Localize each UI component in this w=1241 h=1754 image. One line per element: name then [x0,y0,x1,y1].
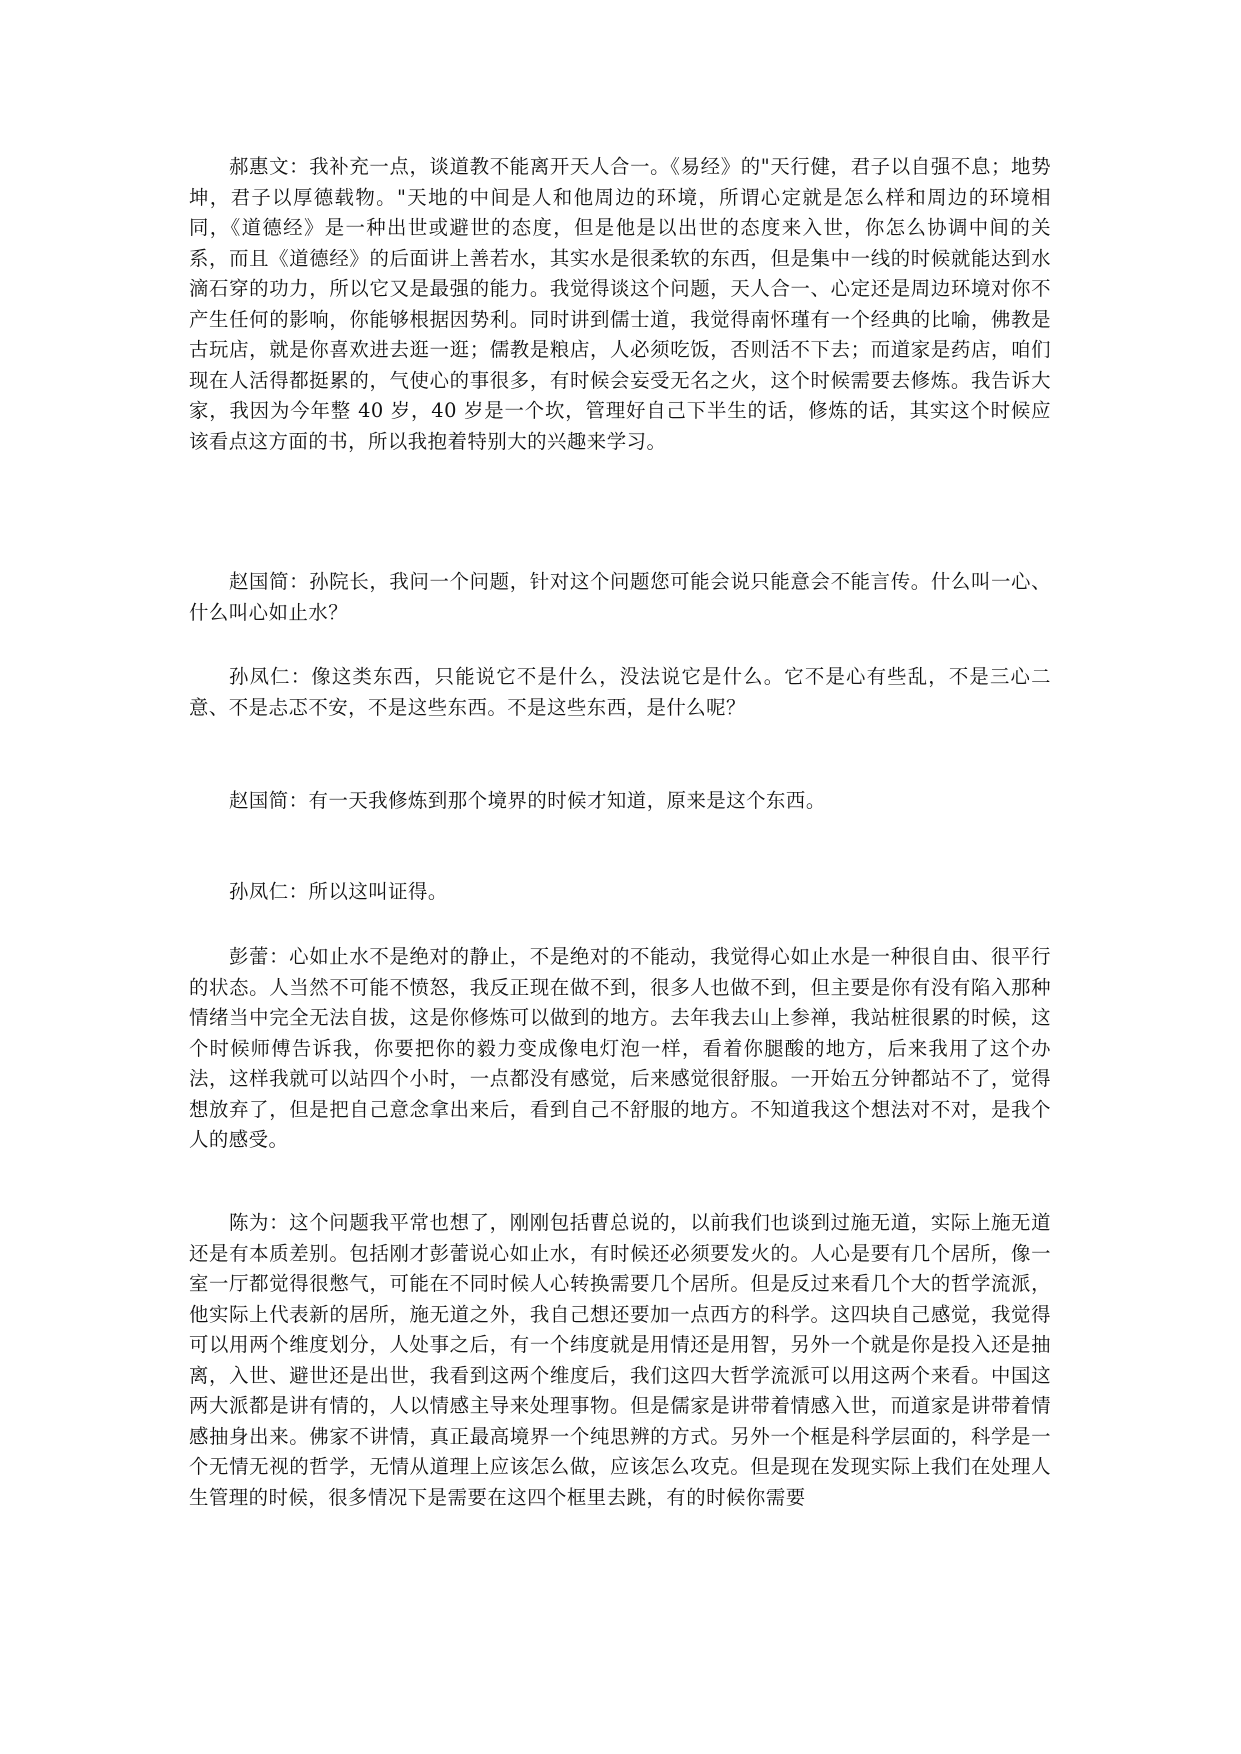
paragraph-zhao-guojian-reply: 赵国简：有一天我修炼到那个境界的时候才知道，原来是这个东西。 [229,789,826,812]
paragraph-zhao-guojian-question: 赵国简：孙院长，我问一个问题，针对这个问题您可能会说只能意会不能言传。什么叫一心、什么叫心如止水？ [189,570,1051,624]
paragraph-hao-huiwen: 郝惠文：我补充一点，谈道教不能离开天人合一。《易经》的"天行健，君子以自强不息；地势坤，君子以厚德载物。"天地的中间是人和他周边的环境，所谓心定就是怎么样和周边的环境相同，《道德经》是一种出世或避世的态度，但是他是以出世的态度来入世，你怎么协调中间的关系，而且《道德经》的后面讲上善若水，其实水是很柔软的东西，但是集中一线的时候就能达到水滴石穿的功力，所以它又是最强的能力。我觉得谈这个问题，天人合一、心定还是周边环境对你不产生任何的影响，你能够根据因势利。同时讲到儒士道，我觉得南怀瑾有一个经典的比喻，佛教是古玩店，就是你喜欢进去逛一逛；儒教是粮店，人必须吃饭，否则活不下去；而道家是药店，咱们现在人活得都挺累的，气使心的事很多，有时候会妄受无名之火，这个时候需要去修炼。我告诉大家，我因为今年整 40 岁，40 岁是一个坎，管理好自己下半生的话，修炼的话，其实这个时候应该看点这方面的书，所以我抱着特别大的兴趣来学习。 [189,155,1051,453]
paragraph-sun-fengren-reply: 孙凤仁：所以这叫证得。 [229,880,448,903]
paragraph-peng-lei: 彭蕾：心如止水不是绝对的静止，不是绝对的不能动，我觉得心如止水是一种很自由、很平行的状态。人当然不可能不愤怒，我反正现在做不到，很多人也做不到，但主要是你有没有陷入那种情绪当中完全无法自拔，这是你修炼可以做到的地方。去年我去山上参禅，我站桩很累的时候，这个时候师傅告诉我，你要把你的毅力变成像电灯泡一样，看着你腿酸的地方，后来我用了这个办法，这样我就可以站四个小时，一点都没有感觉，后来感觉很舒服。一开始五分钟都站不了，觉得想放弃了，但是把自己意念拿出来后，看到自己不舒服的地方。不知道我这个想法对不对，是我个人的感受。 [189,945,1051,1151]
paragraph-chen-wei: 陈为：这个问题我平常也想了，刚刚包括曹总说的，以前我们也谈到过施无道，实际上施无道还是有本质差别。包括刚才彭蕾说心如止水，有时候还必须要发火的。人心是要有几个居所，像一室一厅都觉得很憋气，可能在不同时候人心转换需要几个居所。但是反过来看几个大的哲学流派，他实际上代表新的居所，施无道之外，我自己想还要加一点西方的科学。这四块自己感觉，我觉得可以用两个维度划分，人处事之后，有一个纬度就是用情还是用智，另外一个就是你是投入还是抽离，入世、避世还是出世，我看到这两个维度后，我们这四大哲学流派可以用这两个来看。中国这两大派都是讲有情的，人以情感主导来处理事物。但是儒家是讲带着情感入世，而道家是讲带着情感抽身出来。佛家不讲情，真正最高境界一个纯思辨的方式。另外一个框是科学层面的，科学是一个无情无视的哲学，无情从道理上应该怎么做，应该怎么攻克。但是现在发现实际上我们在处理人生管理的时候，很多情况下是需要在这四个框里去跳，有的时候你需要 [189,1211,1051,1509]
paragraph-sun-fengren-answer: 孙凤仁：像这类东西，只能说它不是什么，没法说它是什么。它不是心有些乱，不是三心二意、不是忐忑不安，不是这些东西。不是这些东西，是什么呢？ [189,665,1051,719]
